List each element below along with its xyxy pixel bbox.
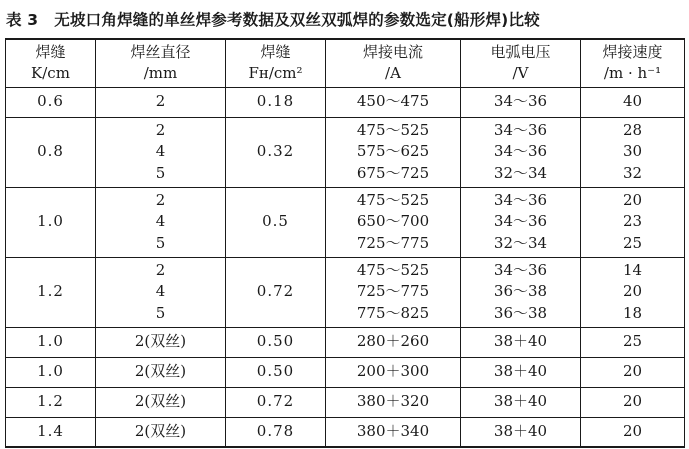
cell-weld-k-value: 0.8 (37, 142, 64, 161)
cell-wire-diameter-line: 5 (155, 233, 166, 252)
cell-wire-diameter-line: 5 (155, 303, 166, 322)
cell-speed-line: 28 (622, 120, 643, 139)
cell-weld-area-value: 0.18 (256, 92, 295, 111)
cell-voltage (461, 257, 581, 327)
cell-voltage-line: 38＋40 (493, 332, 548, 351)
cell-voltage (461, 187, 581, 257)
cell-current-line: 675～725 (356, 163, 430, 182)
cell-wire-diameter (96, 257, 226, 327)
cell-voltage-line: 34～36 (493, 120, 548, 139)
cell-weld-area-value: 0.5 (262, 212, 289, 231)
cell-weld-k (6, 87, 96, 117)
cell-voltage-line: 34～36 (493, 142, 548, 161)
table-number: 表 3 (6, 11, 39, 29)
cell-speed (581, 327, 685, 357)
cell-current (326, 117, 461, 187)
cell-voltage-line: 38＋40 (493, 422, 548, 440)
header-voltage: 电弧电压 /V (461, 39, 581, 87)
cell-weld-area-value: 0.78 (256, 422, 295, 440)
cell-wire-diameter-line: 2 (155, 92, 166, 111)
cell-voltage (461, 87, 581, 117)
header-wire-diameter: 焊丝直径 /mm (96, 39, 226, 87)
cell-voltage (461, 327, 581, 357)
cell-wire-diameter-line: 4 (155, 282, 166, 301)
cell-speed-line: 30 (622, 142, 643, 161)
cell-wire-diameter-line: 4 (155, 142, 166, 161)
cell-current (326, 387, 461, 417)
cell-weld-area (226, 187, 326, 257)
cell-wire-diameter-line: 2 (155, 120, 166, 139)
cell-wire-diameter-line: 4 (155, 212, 166, 231)
table-row (6, 257, 685, 327)
table-row (6, 387, 685, 417)
cell-speed-line: 40 (622, 92, 643, 111)
cell-speed-line: 20 (622, 422, 643, 440)
cell-current-line: 475～525 (356, 120, 430, 139)
cell-weld-area (226, 357, 326, 387)
cell-weld-area-value: 0.72 (256, 282, 295, 301)
cell-voltage (461, 357, 581, 387)
cell-voltage-line: 34～36 (493, 260, 548, 279)
cell-speed-line: 20 (622, 190, 643, 209)
cell-speed-line: 18 (622, 303, 643, 322)
cell-speed-line: 20 (622, 282, 643, 301)
cell-voltage-line: 36～38 (493, 303, 548, 322)
cell-weld-k (6, 117, 96, 187)
cell-weld-area-value: 0.32 (256, 142, 295, 161)
cell-weld-k (6, 357, 96, 387)
cell-weld-k (6, 387, 96, 417)
cell-speed (581, 187, 685, 257)
cell-wire-diameter (96, 187, 226, 257)
cell-weld-area-value: 0.50 (256, 362, 295, 381)
cell-weld-area (226, 327, 326, 357)
cell-current-line: 725～775 (356, 233, 430, 252)
cell-voltage-line: 32～34 (493, 233, 548, 252)
cell-wire-diameter-line: 2(双丝) (134, 362, 187, 381)
cell-wire-diameter-line: 2(双丝) (134, 332, 187, 351)
cell-weld-k-value: 1.2 (37, 282, 64, 301)
table-row (6, 187, 685, 257)
cell-speed (581, 87, 685, 117)
cell-weld-k (6, 187, 96, 257)
cell-current-line: 450～475 (356, 92, 430, 111)
cell-weld-area (226, 257, 326, 327)
cell-wire-diameter (96, 417, 226, 447)
cell-weld-area (226, 117, 326, 187)
cell-wire-diameter-line: 2(双丝) (134, 422, 187, 440)
cell-speed-line: 20 (622, 362, 643, 381)
table-row (6, 417, 685, 447)
cell-voltage (461, 387, 581, 417)
cell-speed-line: 20 (622, 392, 643, 411)
cell-current-line: 200＋300 (356, 362, 430, 381)
cell-weld-k (6, 417, 96, 447)
cell-speed (581, 117, 685, 187)
cell-voltage-line: 34～36 (493, 92, 548, 111)
cell-speed (581, 387, 685, 417)
cell-weld-area (226, 417, 326, 447)
cell-speed-line: 23 (622, 212, 643, 231)
cell-weld-area (226, 87, 326, 117)
cell-current-line: 650～700 (356, 212, 430, 231)
cell-current-line: 725～775 (356, 282, 430, 301)
cell-weld-area-value: 0.50 (256, 332, 295, 351)
cell-current (326, 87, 461, 117)
table-row (6, 87, 685, 117)
cell-weld-area-value: 0.72 (256, 392, 295, 411)
cell-wire-diameter (96, 387, 226, 417)
cell-weld-k-value: 1.0 (37, 212, 64, 231)
cell-current (326, 357, 461, 387)
cell-current-line: 380＋340 (356, 422, 430, 440)
cell-wire-diameter-line: 5 (155, 163, 166, 182)
cell-speed (581, 357, 685, 387)
cell-voltage-line: 38＋40 (493, 392, 548, 411)
table-row (6, 117, 685, 187)
header-speed: 焊接速度 /m · h⁻¹ (581, 39, 685, 87)
cell-wire-diameter-line: 2 (155, 260, 166, 279)
cell-current-line: 475～525 (356, 190, 430, 209)
cell-weld-k (6, 327, 96, 357)
cell-wire-diameter-line: 2(双丝) (134, 392, 187, 411)
cell-voltage-line: 36～38 (493, 282, 548, 301)
table-row (6, 357, 685, 387)
cell-voltage-line: 38＋40 (493, 362, 548, 381)
cell-voltage-line: 34～36 (493, 190, 548, 209)
cell-weld-k (6, 257, 96, 327)
cell-voltage (461, 417, 581, 447)
table-row (6, 327, 685, 357)
cell-speed-line: 32 (622, 163, 643, 182)
cell-current (326, 417, 461, 447)
cell-weld-k-value: 1.0 (37, 332, 64, 351)
cell-current-line: 575～625 (356, 142, 430, 161)
parameter-table (5, 38, 685, 448)
header-weld-area: 焊缝 Fн/cm² (226, 39, 326, 87)
cell-speed (581, 417, 685, 447)
cell-wire-diameter-line: 2 (155, 190, 166, 209)
cell-current (326, 327, 461, 357)
cell-wire-diameter (96, 327, 226, 357)
cell-weld-area (226, 387, 326, 417)
cell-speed (581, 257, 685, 327)
cell-current (326, 257, 461, 327)
cell-speed-line: 25 (622, 233, 643, 252)
table-title: 无坡口角焊缝的单丝焊参考数据及双丝双弧焊的参数选定(船形焊)比较 (54, 11, 540, 29)
cell-wire-diameter (96, 87, 226, 117)
cell-wire-diameter (96, 357, 226, 387)
header-row (6, 39, 685, 87)
header-current: 焊接电流 /A (326, 39, 461, 87)
cell-weld-k-value: 1.0 (37, 362, 64, 381)
cell-current-line: 775～825 (356, 303, 430, 322)
cell-weld-k-value: 1.2 (37, 392, 64, 411)
cell-speed-line: 25 (622, 332, 643, 351)
table-caption (6, 6, 686, 32)
cell-current-line: 380＋320 (356, 392, 430, 411)
cell-wire-diameter (96, 117, 226, 187)
cell-speed-line: 14 (622, 260, 643, 279)
cell-current-line: 280＋260 (356, 332, 430, 351)
cell-current (326, 187, 461, 257)
cell-weld-k-value: 1.4 (37, 422, 64, 440)
cell-voltage-line: 34～36 (493, 212, 548, 231)
cell-voltage-line: 32～34 (493, 163, 548, 182)
header-weld-k: 焊缝 K/cm (6, 39, 96, 87)
cell-voltage (461, 117, 581, 187)
cell-current-line: 475～525 (356, 260, 430, 279)
cell-weld-k-value: 0.6 (37, 92, 64, 111)
